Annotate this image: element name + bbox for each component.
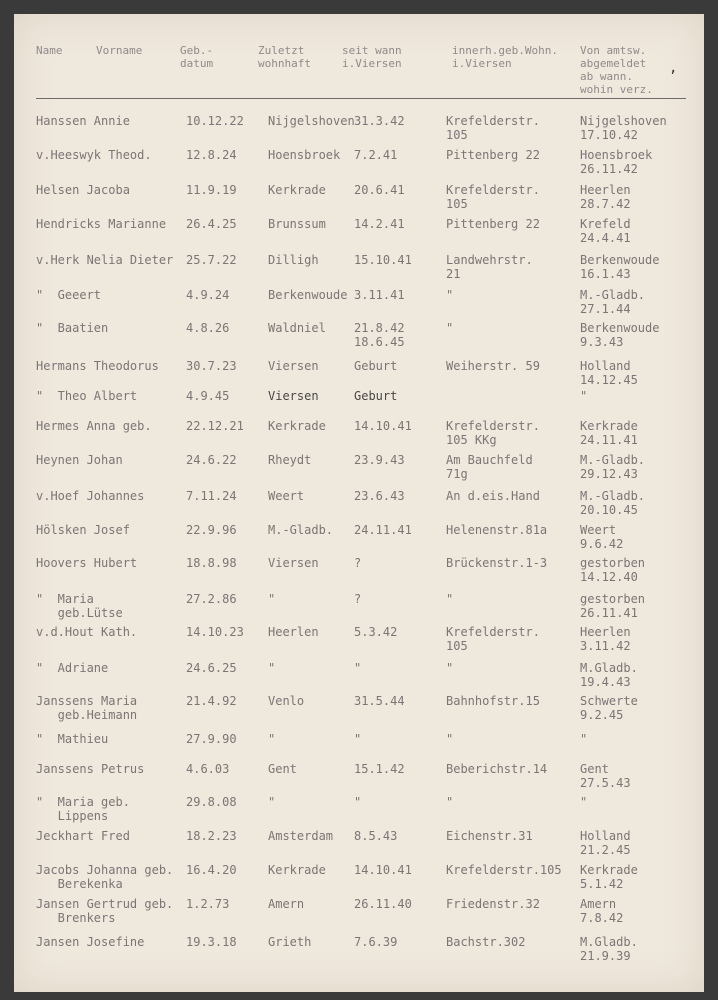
row-12-dest: Weert 9.6.42 <box>580 523 624 551</box>
row-1-name: v.Heeswyk Theod. <box>36 148 152 162</box>
row-10-from: Rheydt <box>268 453 312 467</box>
row-5-dob: 4.9.24 <box>186 288 230 302</box>
row-1-from: Hoensbroek <box>268 148 341 162</box>
row-6-addr: " <box>446 321 454 335</box>
row-10-addr: Am Bauchfeld 71g <box>446 453 533 481</box>
row-3-dest: Krefeld 24.4.41 <box>580 217 631 245</box>
row-17-dob: 21.4.92 <box>186 694 237 708</box>
row-3-from: Brunssum <box>268 217 326 231</box>
row-7-name: Hermans Theodorus <box>36 359 159 373</box>
row-24-since: 7.6.39 <box>354 935 398 949</box>
row-8-since: Geburt <box>354 389 398 403</box>
row-17-since: 31.5.44 <box>354 694 405 708</box>
row-3-name: Hendricks Marianne <box>36 217 167 231</box>
row-15-name: v.d.Hout Kath. <box>36 625 138 639</box>
row-8-dob: 4.9.45 <box>186 389 230 403</box>
row-2-dest: Heerlen 28.7.42 <box>580 183 631 211</box>
header-zuletzt: Zuletzt wohnhaft <box>258 44 311 70</box>
row-23-since: 26.11.40 <box>354 897 412 911</box>
pen-mark: , <box>669 60 678 76</box>
row-18-from: " <box>268 732 276 746</box>
row-19-dob: 4.6.03 <box>186 762 230 776</box>
row-13-since: ? <box>354 556 362 570</box>
row-16-addr: " <box>446 661 454 675</box>
row-23-dest: Amern 7.8.42 <box>580 897 624 925</box>
row-1-since: 7.2.41 <box>354 148 398 162</box>
row-17-name: Janssens Maria geb.Heimann <box>36 694 138 722</box>
row-13-dob: 18.8.98 <box>186 556 237 570</box>
row-19-since: 15.1.42 <box>354 762 405 776</box>
row-11-from: Weert <box>268 489 305 503</box>
row-15-dest: Heerlen 3.11.42 <box>580 625 631 653</box>
row-11-since: 23.6.43 <box>354 489 405 503</box>
row-4-name: v.Herk Nelia Dieter <box>36 253 174 267</box>
row-4-addr: Landwehrstr. 21 <box>446 253 533 281</box>
row-14-name: " Maria geb.Lütse <box>36 592 123 620</box>
row-6-from: Waldniel <box>268 321 326 335</box>
row-5-dest: M.-Gladb. 27.1.44 <box>580 288 646 316</box>
row-14-since: ? <box>354 592 362 606</box>
row-4-dest: Berkenwoude 16.1.43 <box>580 253 660 281</box>
row-23-from: Amern <box>268 897 305 911</box>
row-9-addr: Krefelderstr. 105 KKg <box>446 419 540 447</box>
row-22-from: Kerkrade <box>268 863 326 877</box>
header-innerh: innerh.geb.Wohn. i.Viersen <box>452 44 558 70</box>
row-20-name: " Maria geb. Lippens <box>36 795 130 823</box>
row-3-since: 14.2.41 <box>354 217 405 231</box>
row-7-from: Viersen <box>268 359 319 373</box>
row-4-dob: 25.7.22 <box>186 253 237 267</box>
row-6-since: 21.8.42 18.6.45 <box>354 321 405 349</box>
row-9-from: Kerkrade <box>268 419 326 433</box>
row-18-name: " Mathieu <box>36 732 109 746</box>
row-21-since: 8.5.43 <box>354 829 398 843</box>
row-8-name: " Theo Albert <box>36 389 138 403</box>
row-21-dob: 18.2.23 <box>186 829 237 843</box>
row-0-dest: Nijgelshoven 17.10.42 <box>580 114 667 142</box>
row-7-addr: Weiherstr. 59 <box>446 359 540 373</box>
row-14-dob: 27.2.86 <box>186 592 237 606</box>
row-24-addr: Bachstr.302 <box>446 935 526 949</box>
row-11-addr: An d.eis.Hand <box>446 489 540 503</box>
row-18-addr: " <box>446 732 454 746</box>
row-21-from: Amsterdam <box>268 829 334 843</box>
row-16-name: " Adriane <box>36 661 109 675</box>
row-12-dob: 22.9.96 <box>186 523 237 537</box>
row-23-addr: Friedenstr.32 <box>446 897 540 911</box>
row-24-dob: 19.3.18 <box>186 935 237 949</box>
row-19-from: Gent <box>268 762 297 776</box>
row-15-addr: Krefelderstr. 105 <box>446 625 540 653</box>
row-6-dob: 4.8.26 <box>186 321 230 335</box>
row-1-dest: Hoensbroek 26.11.42 <box>580 148 653 176</box>
row-0-dob: 10.12.22 <box>186 114 244 128</box>
row-20-dob: 29.8.08 <box>186 795 237 809</box>
row-15-since: 5.3.42 <box>354 625 398 639</box>
header-name: Name <box>36 44 63 57</box>
row-20-from: " <box>268 795 276 809</box>
row-2-name: Helsen Jacoba <box>36 183 130 197</box>
row-24-name: Jansen Josefine <box>36 935 145 949</box>
header-geb: Geb.- datum <box>180 44 214 70</box>
row-24-dest: M.Gladb. 21.9.39 <box>580 935 638 963</box>
row-8-dest: " <box>580 389 588 403</box>
row-11-dob: 7.11.24 <box>186 489 237 503</box>
row-0-addr: Krefelderstr. 105 <box>446 114 540 142</box>
row-2-from: Kerkrade <box>268 183 326 197</box>
row-9-since: 14.10.41 <box>354 419 412 433</box>
row-7-dob: 30.7.23 <box>186 359 237 373</box>
row-20-since: " <box>354 795 362 809</box>
row-16-dest: M.Gladb. 19.4.43 <box>580 661 638 689</box>
document-page <box>14 14 704 992</box>
row-12-since: 24.11.41 <box>354 523 412 537</box>
row-20-addr: " <box>446 795 454 809</box>
row-22-since: 14.10.41 <box>354 863 412 877</box>
row-0-since: 31.3.42 <box>354 114 405 128</box>
row-21-dest: Holland 21.2.45 <box>580 829 631 857</box>
row-8-from: Viersen <box>268 389 319 403</box>
row-18-dest: " <box>580 732 588 746</box>
row-22-dob: 16.4.20 <box>186 863 237 877</box>
header-von: Von amtsw. abgemeldet ab wann. wohin verz. <box>580 44 653 96</box>
row-14-from: " <box>268 592 276 606</box>
row-5-from: Berkenwoude <box>268 288 348 302</box>
row-10-since: 23.9.43 <box>354 453 405 467</box>
row-1-addr: Pittenberg 22 <box>446 148 540 162</box>
row-16-since: " <box>354 661 362 675</box>
row-2-since: 20.6.41 <box>354 183 405 197</box>
header-rule <box>36 98 686 99</box>
row-10-dob: 24.6.22 <box>186 453 237 467</box>
row-4-from: Dilligh <box>268 253 319 267</box>
row-11-name: v.Hoef Johannes <box>36 489 145 503</box>
row-19-name: Janssens Petrus <box>36 762 145 776</box>
row-10-dest: M.-Gladb. 29.12.43 <box>580 453 646 481</box>
row-13-dest: gestorben 14.12.40 <box>580 556 646 584</box>
row-21-name: Jeckhart Fred <box>36 829 130 843</box>
row-15-dob: 14.10.23 <box>186 625 244 639</box>
row-23-name: Jansen Gertrud geb. Brenkers <box>36 897 174 925</box>
row-12-from: M.-Gladb. <box>268 523 334 537</box>
row-6-name: " Baatien <box>36 321 109 335</box>
row-0-name: Hanssen Annie <box>36 114 130 128</box>
header-vorname: Vorname <box>96 44 143 57</box>
row-22-name: Jacobs Johanna geb. Berekenka <box>36 863 174 891</box>
row-5-addr: " <box>446 288 454 302</box>
row-12-addr: Helenenstr.81a <box>446 523 548 537</box>
row-17-dest: Schwerte 9.2.45 <box>580 694 638 722</box>
row-1-dob: 12.8.24 <box>186 148 237 162</box>
row-19-dest: Gent 27.5.43 <box>580 762 631 790</box>
row-22-addr: Krefelderstr.105 <box>446 863 562 877</box>
row-5-name: " Geeert <box>36 288 102 302</box>
row-9-name: Hermes Anna geb. <box>36 419 152 433</box>
row-9-dob: 22.12.21 <box>186 419 244 433</box>
header-seit: seit wann i.Viersen <box>342 44 402 70</box>
row-3-addr: Pittenberg 22 <box>446 217 540 231</box>
row-16-dob: 24.6.25 <box>186 661 237 675</box>
row-2-dob: 11.9.19 <box>186 183 237 197</box>
row-24-from: Grieth <box>268 935 312 949</box>
row-13-name: Hoovers Hubert <box>36 556 138 570</box>
row-14-addr: " <box>446 592 454 606</box>
row-4-since: 15.10.41 <box>354 253 412 267</box>
row-3-dob: 26.4.25 <box>186 217 237 231</box>
row-18-dob: 27.9.90 <box>186 732 237 746</box>
row-20-dest: " <box>580 795 588 809</box>
row-18-since: " <box>354 732 362 746</box>
row-6-dest: Berkenwoude 9.3.43 <box>580 321 660 349</box>
row-21-addr: Eichenstr.31 <box>446 829 533 843</box>
row-15-from: Heerlen <box>268 625 319 639</box>
row-23-dob: 1.2.73 <box>186 897 230 911</box>
row-13-addr: Brückenstr.1-3 <box>446 556 548 570</box>
row-0-from: Nijgelshoven <box>268 114 355 128</box>
row-14-dest: gestorben 26.11.41 <box>580 592 646 620</box>
row-10-name: Heynen Johan <box>36 453 123 467</box>
row-17-addr: Bahnhofstr.15 <box>446 694 540 708</box>
row-17-from: Venlo <box>268 694 305 708</box>
row-7-since: Geburt <box>354 359 398 373</box>
row-2-addr: Krefelderstr. 105 <box>446 183 540 211</box>
row-19-addr: Beberichstr.14 <box>446 762 548 776</box>
row-22-dest: Kerkrade 5.1.42 <box>580 863 638 891</box>
row-9-dest: Kerkrade 24.11.41 <box>580 419 638 447</box>
row-12-name: Hölsken Josef <box>36 523 130 537</box>
row-16-from: " <box>268 661 276 675</box>
row-11-dest: M.-Gladb. 20.10.45 <box>580 489 646 517</box>
row-7-dest: Holland 14.12.45 <box>580 359 638 387</box>
row-13-from: Viersen <box>268 556 319 570</box>
row-5-since: 3.11.41 <box>354 288 405 302</box>
